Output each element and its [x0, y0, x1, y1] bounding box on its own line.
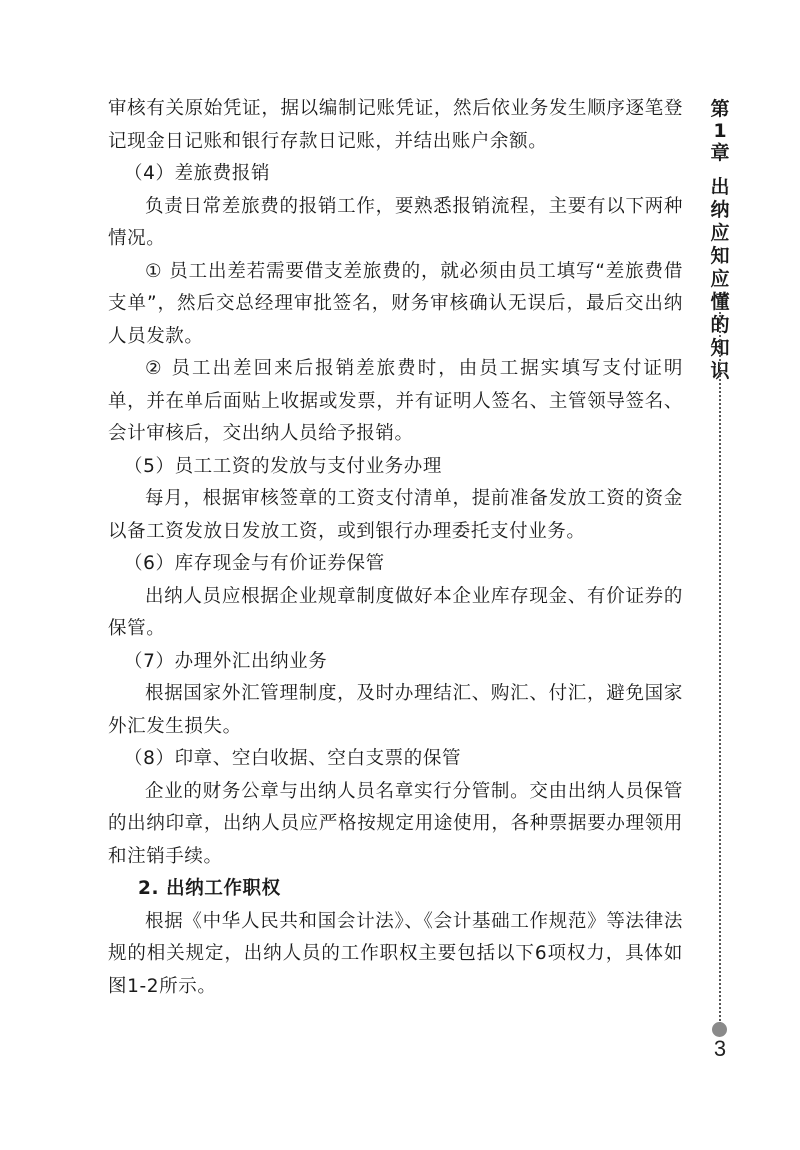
- heading-seals-receipts: （8）印章、空白收据、空白支票的保管: [124, 748, 462, 769]
- paragraph-travel-expense: 负责日常差旅费的报销工作，要熟悉报销流程，主要有以下两种情况。: [108, 195, 683, 249]
- paragraph-cashier-authority: 根据《中华人民共和国会计法》、《会计基础工作规范》等法律法规的相关规定，出纳人员的工作职权主要包括以下6项权力，具体如图1-2所示。: [108, 910, 683, 997]
- paragraph-travel-case-2: ② 员工出差回来后报销差旅费时，由员工据实填写支付证明单，并在单后面贴上收据或发票，并有证明人签名、主管领导签名、会计审核后，交出纳人员给予报销。: [108, 358, 683, 444]
- heading-cash-securities: （6）库存现金与有价证券保管: [124, 553, 385, 574]
- page-number: 3: [713, 1036, 727, 1061]
- page-body: [108, 93, 683, 1003]
- chapter-title: 出纳应知应懂的知识: [710, 176, 730, 382]
- heading-salary: （5）员工工资的发放与支付业务办理: [124, 455, 442, 477]
- paragraph-cash-securities: 出纳人员应根据企业规章制度做好本企业库存现金、有价证券的保管。: [108, 585, 683, 639]
- heading-foreign-exchange: （7）办理外汇出纳业务: [124, 650, 328, 672]
- paragraph-salary: 每月，根据审核签章的工资支付清单，提前准备发放工资的资金以备工资发放日发放工资，或到银行办理委托支付业务。: [108, 488, 683, 542]
- paragraph-foreign-exchange: 根据国家外汇管理制度，及时办理结汇、购汇、付汇，避免国家外汇发生损失。: [108, 683, 683, 737]
- paragraph-continued: 审核有关原始凭证，据以编制记账凭证，然后依业务发生顺序逐笔登记现金日记账和银行存款日记账，并结出账户余额。: [108, 98, 683, 152]
- chapter-label: 第1章: [710, 98, 730, 164]
- paragraph-travel-case-1: ① 员工出差若需要借支差旅费的，就必须由员工填写“差旅费借支单”，然后交总经理审批签名，财务审核确认无误后，最后交出纳人员发款。: [108, 260, 683, 347]
- paragraph-seals-receipts: 企业的财务公章与出纳人员名章实行分管制。交由出纳人员保管的出纳印章，出纳人员应严格按规定用途使用，各种票据要办理领用和注销手续。: [108, 780, 683, 867]
- section-heading-cashier-authority: 2. 出纳工作职权: [138, 878, 281, 899]
- sidebar-dotted-rule: [719, 312, 721, 1024]
- page-marker-dot: [712, 1022, 727, 1037]
- heading-travel-expense: （4）差旅费报销: [124, 163, 271, 184]
